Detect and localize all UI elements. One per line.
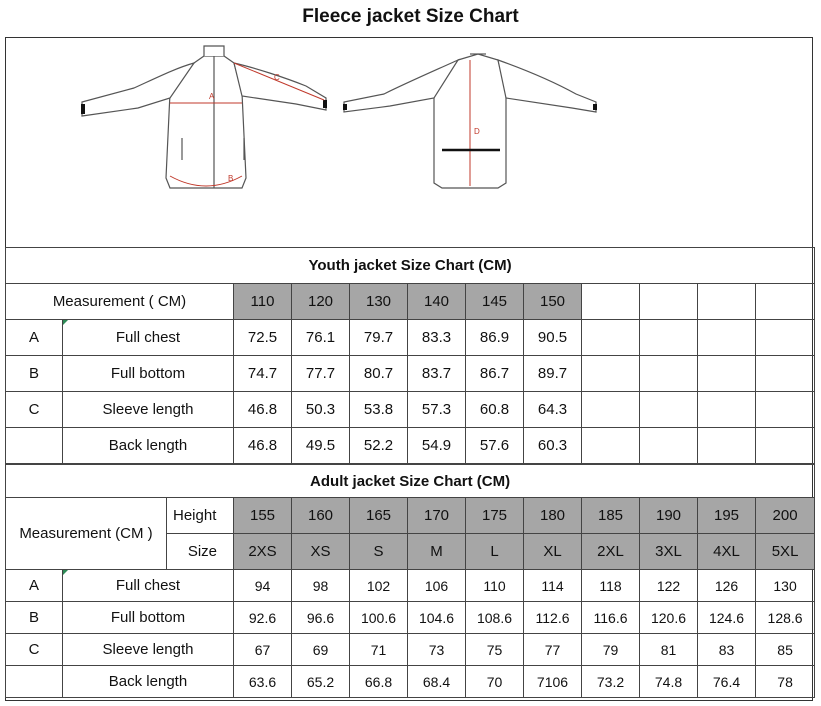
value-cell: 120.6 (640, 602, 698, 634)
value-cell: 50.3 (292, 392, 350, 428)
value-cell (698, 392, 756, 428)
value-cell: 60.3 (524, 428, 582, 464)
youth-heading: Youth jacket Size Chart (CM) (6, 248, 815, 284)
value-cell (756, 320, 815, 356)
value-cell: 72.5 (234, 320, 292, 356)
value-cell: 102 (350, 570, 408, 602)
value-cell: 57.6 (466, 428, 524, 464)
adult-size-table (5, 464, 815, 698)
value-cell: 74.7 (234, 356, 292, 392)
value-cell: 124.6 (698, 602, 756, 634)
value-cell: 128.6 (756, 602, 815, 634)
value-cell: 85 (756, 634, 815, 666)
page-title: Fleece jacket Size Chart (302, 6, 519, 27)
value-cell (640, 356, 698, 392)
adult-measurement-label: Measurement (CM ) (6, 498, 167, 570)
value-cell (756, 428, 815, 464)
value-cell: 100.6 (350, 602, 408, 634)
value-cell: 73.2 (582, 666, 640, 698)
value-cell: 92.6 (234, 602, 292, 634)
height-cell: 155 (234, 498, 292, 534)
youth-row-full-chest (6, 320, 815, 356)
size-cell: 2XS (234, 534, 292, 570)
value-cell: 77 (524, 634, 582, 666)
height-cell: 200 (756, 498, 815, 534)
value-cell: 106 (408, 570, 466, 602)
row-code (6, 428, 63, 464)
value-cell: 76.4 (698, 666, 756, 698)
height-cell: 175 (466, 498, 524, 534)
value-cell: 52.2 (350, 428, 408, 464)
height-cell: 160 (292, 498, 350, 534)
row-code: C (6, 634, 63, 666)
value-cell: 57.3 (408, 392, 466, 428)
row-name: Full chest (63, 570, 234, 602)
size-cell: XL (524, 534, 582, 570)
youth-measurement-label: Measurement ( CM) (6, 284, 234, 320)
value-cell: 104.6 (408, 602, 466, 634)
height-cell: 195 (698, 498, 756, 534)
row-code: A (6, 320, 63, 356)
value-cell: 60.8 (466, 392, 524, 428)
value-cell: 64.3 (524, 392, 582, 428)
value-cell (582, 392, 640, 428)
height-cell: 190 (640, 498, 698, 534)
value-cell: 81 (640, 634, 698, 666)
value-cell: 65.2 (292, 666, 350, 698)
label-d: D (474, 127, 480, 136)
value-cell: 90.5 (524, 320, 582, 356)
adult-row-sleeve-length (6, 634, 815, 666)
value-cell: 79.7 (350, 320, 408, 356)
row-code: A (6, 570, 63, 602)
value-cell (698, 356, 756, 392)
value-cell: 66.8 (350, 666, 408, 698)
size-cell: XS (292, 534, 350, 570)
value-cell: 86.9 (466, 320, 524, 356)
value-cell: 126 (698, 570, 756, 602)
size-label: Size (167, 534, 234, 570)
value-cell (756, 356, 815, 392)
adult-heading: Adult jacket Size Chart (CM) (6, 465, 815, 498)
value-cell (698, 320, 756, 356)
value-cell: 86.7 (466, 356, 524, 392)
value-cell: 83 (698, 634, 756, 666)
value-cell (582, 356, 640, 392)
value-cell: 116.6 (582, 602, 640, 634)
youth-size-cell (640, 284, 698, 320)
size-cell: 4XL (698, 534, 756, 570)
value-cell: 70 (466, 666, 524, 698)
value-cell: 69 (292, 634, 350, 666)
value-cell (698, 428, 756, 464)
size-cell: 3XL (640, 534, 698, 570)
adult-row-full-bottom (6, 602, 815, 634)
value-cell: 46.8 (234, 392, 292, 428)
row-name: Full chest (63, 320, 234, 356)
value-cell: 83.3 (408, 320, 466, 356)
height-cell: 170 (408, 498, 466, 534)
youth-size-cell (698, 284, 756, 320)
size-cell: 5XL (756, 534, 815, 570)
height-cell: 185 (582, 498, 640, 534)
size-cell: S (350, 534, 408, 570)
row-code: B (6, 356, 63, 392)
value-cell: 79 (582, 634, 640, 666)
value-cell: 78 (756, 666, 815, 698)
row-name: Full bottom (63, 356, 234, 392)
front-jacket-drawing (82, 46, 326, 188)
value-cell: 77.7 (292, 356, 350, 392)
value-cell: 63.6 (234, 666, 292, 698)
value-cell: 73 (408, 634, 466, 666)
value-cell: 108.6 (466, 602, 524, 634)
value-cell: 122 (640, 570, 698, 602)
value-cell: 89.7 (524, 356, 582, 392)
size-cell: 2XL (582, 534, 640, 570)
value-cell: 80.7 (350, 356, 408, 392)
row-name: Full bottom (63, 602, 234, 634)
youth-size-cell: 130 (350, 284, 408, 320)
youth-size-cell: 110 (234, 284, 292, 320)
value-cell (640, 320, 698, 356)
value-cell: 110 (466, 570, 524, 602)
value-cell: 98 (292, 570, 350, 602)
youth-size-cell: 150 (524, 284, 582, 320)
value-cell: 46.8 (234, 428, 292, 464)
row-name: Back length (63, 428, 234, 464)
adult-height-row (6, 498, 815, 534)
youth-size-cell: 145 (466, 284, 524, 320)
value-cell (640, 392, 698, 428)
cell-marker-icon (63, 570, 68, 575)
value-cell: 68.4 (408, 666, 466, 698)
value-cell: 83.7 (408, 356, 466, 392)
value-cell: 53.8 (350, 392, 408, 428)
value-cell: 118 (582, 570, 640, 602)
row-name: Sleeve length (63, 392, 234, 428)
youth-size-cell (756, 284, 815, 320)
label-a: A (209, 92, 215, 101)
youth-row-sleeve-length (6, 392, 815, 428)
value-cell: 54.9 (408, 428, 466, 464)
value-cell: 49.5 (292, 428, 350, 464)
value-cell: 96.6 (292, 602, 350, 634)
youth-size-row (6, 284, 815, 320)
value-cell: 75 (466, 634, 524, 666)
value-cell: 74.8 (640, 666, 698, 698)
youth-size-cell: 120 (292, 284, 350, 320)
value-cell: 7106 (524, 666, 582, 698)
height-cell: 180 (524, 498, 582, 534)
adult-row-back-length (6, 666, 815, 698)
value-cell: 112.6 (524, 602, 582, 634)
value-cell (640, 428, 698, 464)
height-label: Height (167, 498, 234, 534)
youth-size-cell (582, 284, 640, 320)
value-cell (582, 428, 640, 464)
row-name: Back length (63, 666, 234, 698)
row-name: Sleeve length (63, 634, 234, 666)
size-cell: L (466, 534, 524, 570)
jacket-illustration (6, 38, 812, 246)
row-code (6, 666, 63, 698)
value-cell (582, 320, 640, 356)
value-cell: 76.1 (292, 320, 350, 356)
value-cell: 114 (524, 570, 582, 602)
value-cell: 71 (350, 634, 408, 666)
adult-row-full-chest (6, 570, 815, 602)
row-code: B (6, 602, 63, 634)
height-cell: 165 (350, 498, 408, 534)
label-b: B (228, 174, 234, 183)
value-cell (756, 392, 815, 428)
value-cell: 67 (234, 634, 292, 666)
label-c: C (274, 73, 280, 82)
youth-size-cell: 140 (408, 284, 466, 320)
youth-size-table (5, 247, 815, 464)
youth-row-back-length (6, 428, 815, 464)
size-cell: M (408, 534, 466, 570)
row-code: C (6, 392, 63, 428)
value-cell: 130 (756, 570, 815, 602)
youth-row-full-bottom (6, 356, 815, 392)
value-cell: 94 (234, 570, 292, 602)
cell-marker-icon (63, 320, 68, 325)
